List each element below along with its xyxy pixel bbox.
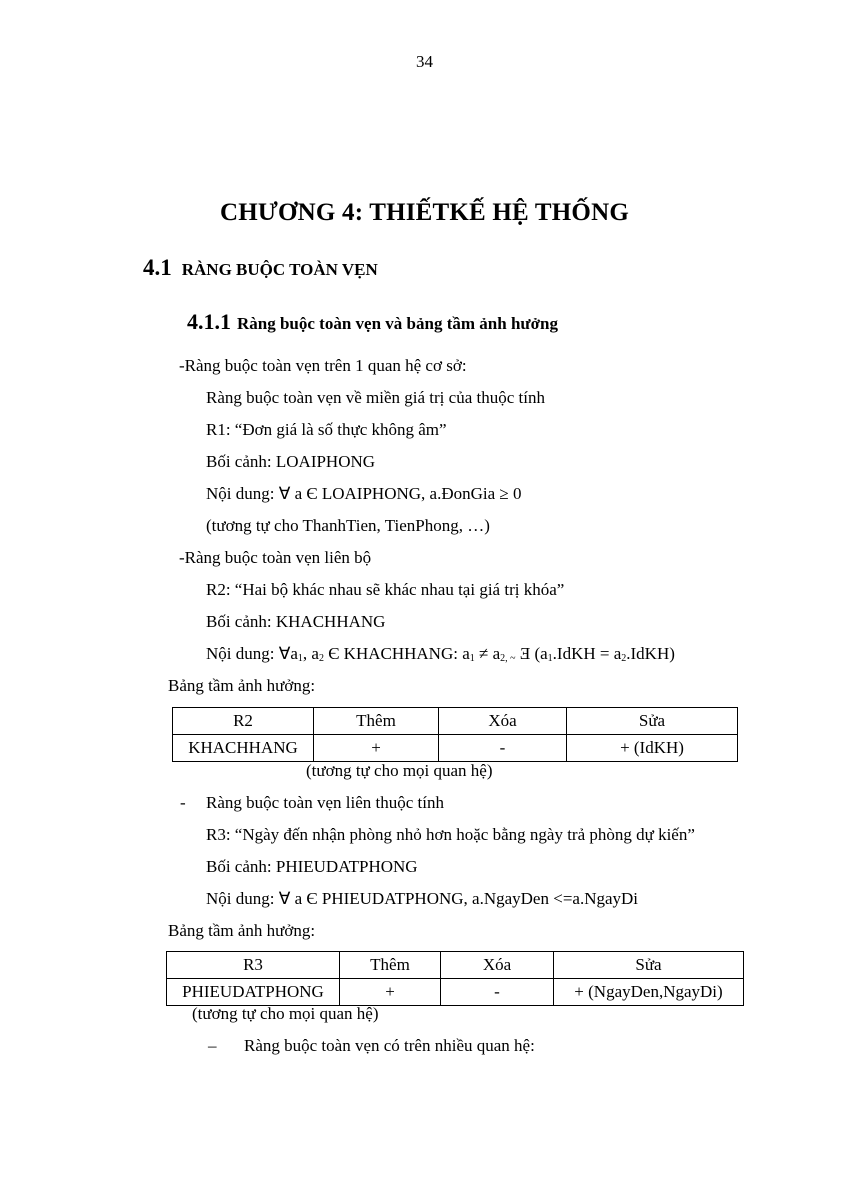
text-line: Nội dung: ∀ a Є PHIEUDATPHONG, a.NgayDen <=a.NgayDi [206, 889, 639, 908]
formula-subscript: 1 [469, 653, 475, 664]
table-caption: Bảng tầm ảnh hưởng: [168, 676, 316, 695]
formula-subscript: 2 [318, 653, 324, 664]
formula-line [206, 644, 675, 664]
table-header-cell: Xóa [439, 708, 567, 735]
table-header-cell: Thêm [340, 952, 441, 979]
table-cell: + (IdKH) [567, 735, 738, 762]
text-line: Bối cảnh: PHIEUDATPHONG [206, 857, 418, 876]
text-line: Ràng buộc toàn vẹn về miền giá trị của thuộc tính [206, 388, 545, 407]
table-header-cell: Thêm [314, 708, 439, 735]
dash-bullet: - [180, 793, 186, 812]
formula-subscript: 2, ~ [500, 653, 516, 664]
table-cell: + (NgayDen,NgayDi) [554, 979, 744, 1006]
table-cell: + [314, 735, 439, 762]
table-caption: Bảng tầm ảnh hưởng: [168, 921, 316, 940]
subsection-title: Ràng buộc toàn vẹn và bảng tầm ảnh hưởng [237, 314, 558, 333]
table-header-cell: Sửa [567, 708, 738, 735]
table-row [167, 979, 744, 1006]
table-cell: KHACHHANG [173, 735, 314, 762]
table-header-cell: R3 [167, 952, 340, 979]
formula-subscript: 2 [621, 653, 627, 664]
table-header-cell: Xóa [441, 952, 554, 979]
table-cell: PHIEUDATPHONG [167, 979, 340, 1006]
formula-part: Є KHACHHANG: a [323, 644, 470, 663]
table-header-cell: Sửa [554, 952, 744, 979]
subsection-heading [187, 309, 558, 335]
table-header-row [173, 708, 738, 735]
formula-part: .IdKH = a [552, 644, 622, 663]
formula-part: ≠ a [474, 644, 501, 663]
impact-table-r2 [172, 707, 738, 762]
formula-part: .IdKH) [626, 644, 675, 663]
table-header-row [167, 952, 744, 979]
table-cell: - [441, 979, 554, 1006]
text-line: -Ràng buộc toàn vẹn liên bộ [179, 548, 372, 567]
chapter-title: CHƯƠNG 4: THIẾTKẾ HỆ THỐNG [220, 199, 629, 226]
formula-subscript: 1 [297, 653, 303, 664]
text-line: -Ràng buộc toàn vẹn trên 1 quan hệ cơ sở: [179, 356, 467, 375]
dash-bullet: – [208, 1036, 217, 1055]
table-row [173, 735, 738, 762]
text-line: R1: “Đơn giá là số thực không âm” [206, 420, 447, 439]
text-line: Ràng buộc toàn vẹn có trên nhiều quan hệ: [244, 1036, 535, 1055]
text-line: R3: “Ngày đến nhận phòng nhỏ hơn hoặc bằng ngày trả phòng dự kiến” [206, 825, 695, 844]
table-header-cell: R2 [173, 708, 314, 735]
formula-part: Nội dung: ∀a [206, 644, 298, 663]
formula-part: , a [302, 644, 319, 663]
text-line: Nội dung: ∀ a Є LOAIPHONG, a.ĐonGia ≥ 0 [206, 484, 522, 503]
text-line: Bối cảnh: LOAIPHONG [206, 452, 376, 471]
formula-part: Ǝ (a [515, 644, 548, 663]
text-line: Bối cảnh: KHACHHANG [206, 612, 386, 631]
formula-subscript: 1 [547, 653, 553, 664]
section-title: RÀNG BUỘC TOÀN VẸN [181, 260, 378, 279]
page-number: 34 [416, 52, 433, 71]
section-heading [143, 255, 378, 281]
text-line: Ràng buộc toàn vẹn liên thuộc tính [206, 793, 444, 812]
impact-table-r3 [166, 951, 744, 1006]
text-line: (tương tự cho mọi quan hệ) [192, 1004, 379, 1023]
text-line: (tương tự cho ThanhTien, TienPhong, …) [206, 516, 490, 535]
subsection-number: 4.1.1 [187, 309, 231, 334]
text-line: (tương tự cho mọi quan hệ) [306, 761, 493, 780]
table-cell: - [439, 735, 567, 762]
table-cell: + [340, 979, 441, 1006]
text-line: R2: “Hai bộ khác nhau sẽ khác nhau tại giá trị khóa” [206, 580, 565, 599]
section-number: 4.1 [143, 255, 172, 280]
